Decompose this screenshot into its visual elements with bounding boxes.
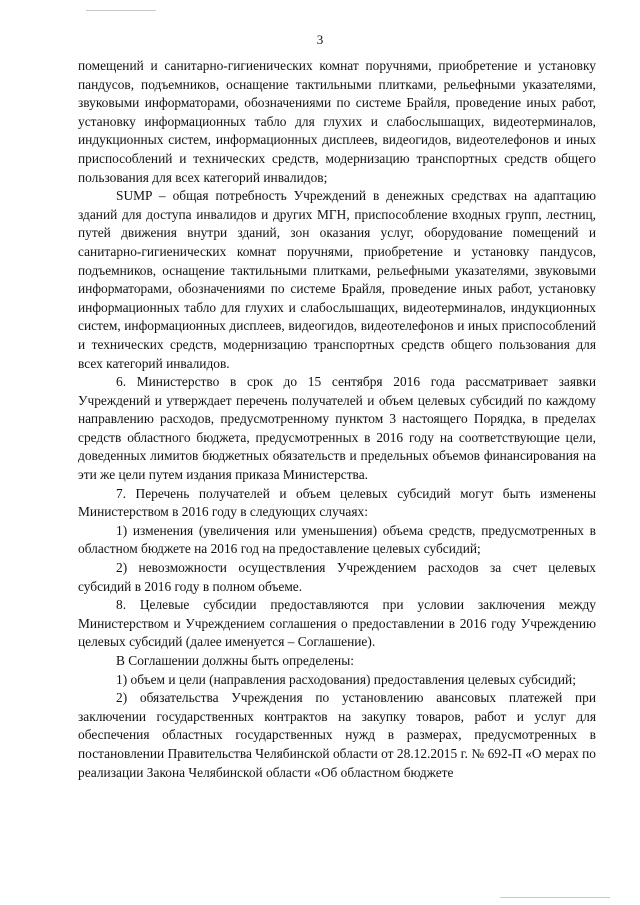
paragraph-8: В Соглашении должны быть определены: [116,653,354,668]
page-number: 3 [316,32,324,47]
paragraph-7: 8. Целевые субсидии предоставляются при условии заключения между Министерством и Учреждением соглашения о предоставлении в 2016 году Учреждению целевых субсидий (далее именуется – Соглашение). [78,597,596,650]
paragraph-5: 1) изменения (увеличения или уменьшения) объема средств, предусмотренных в областном бюджете на 2016 год на предоставление целевых субсидий; [78,522,596,557]
scan-artifact-bottom-right [500,897,610,898]
paragraph-9: 1) объем и цели (направления расходования) предоставления целевых субсидий; [116,671,576,687]
document-body [78,57,596,782]
paragraph-10: 2) обязательства Учреждения по установлению авансовых платежей при заключении государственных контрактов на закупку товаров, работ и услуг для обеспечения областных государственных нужд в размерах, предусмотренных в постановлении Правительства Челябинской области от 28.12.2015 г. № 692-П «О мерах по реализации Закона Челябинской области «Об областном бюджете [78,690,596,780]
paragraph-1: помещений и санитарно-гигиенических комнат поручнями, приобретение и установку пандусов, подъемников, оснащение тактильными плитками, рельефными указателями, звуковыми информаторами, обозначениями по системе Брайля, проведение иных работ, установку информационных табло для глухих и слабослышащих, видеотерминалов, индукционных систем, информационных дисплеев, видеогидов, видеотелефонов и иных приспособлений и технических средств, модернизацию транспортных средств общего пользования для всех категорий инвалидов; [78,58,596,185]
paragraph-2: SUMP – общая потребность Учреждений в денежных средствах на адаптацию зданий для доступа инвалидов и других МГН, приспособление входных групп, лестниц, путей движения внутри зданий, зон оказания услуг, оборудование помещений и санитарно-гигиенических комнат поручнями, приобретение и установку пандусов, подъемников, оснащение тактильными плитками, рельефными указателями, звуковыми информаторами, обозначениями по системе Брайля, проведение иных работ, установку информационных табло для глухих и слабослышащих, видеотерминалов, индукционных систем, информационных дисплеев, видеогидов, видеотелефонов и иных приспособлений и технических средств, модернизацию транспортных средств общего пользования для всех категорий инвалидов. [78,188,596,371]
paragraph-6: 2) невозможности осуществления Учреждением расходов за счет целевых субсидий в 2016 году в полном объеме. [78,560,596,594]
paragraph-4: 7. Перечень получателей и объем целевых субсидий могут быть изменены Министерством в 2016 году в следующих случаях: [78,485,596,520]
scan-artifact-top-left [86,10,156,11]
paragraph-3: 6. Министерство в срок до 15 сентября 2016 года рассматривает заявки Учреждений и утверждает перечень получателей и объем целевых субсидий по каждому направлению расходов, предусмотренному пунктом 3 настоящего Порядка, в пределах средств областного бюджета, предусмотренных в 2016 году на соответствующие цели, доведенных лимитов бюджетных обязательств и предельных объемов финансирования на эти же цели путем издания приказа Министерства. [78,374,596,483]
